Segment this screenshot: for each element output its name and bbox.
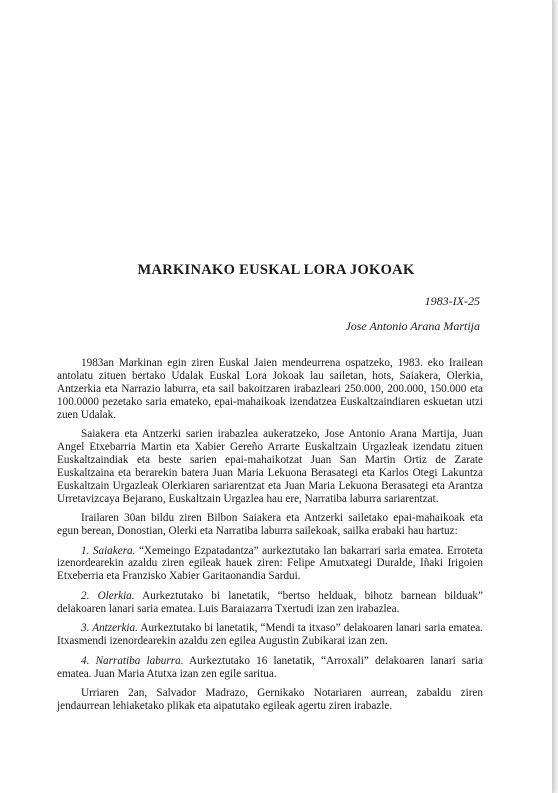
item-text: Aurkeztutako bi lanetatik, “Mendi ta itxaso” delakoaren lanari saria ematea. Itxasmendi izenordearekin azaldu zen egilea Augustin Zubikarai izan zen. (57, 622, 483, 648)
item-text: Aurkeztutako 16 lanetatik, “Arroxali” delakoaren lanari saria ematea. Juan Maria Atutxa izan zen egile saritua. (57, 654, 483, 680)
item-label: 1. Saiakera. (81, 544, 136, 557)
paragraph: Urriaren 2an, Salvador Madrazo, Gernikako Notariaren aurrean, zabaldu ziren jendaurrean lehiaketako plikak eta aipatutako egileak agertu ziren irabazle. (57, 687, 483, 712)
item-text: Aurkeztutako bi lanetatik, “bertso helduak, bihotz barnean bilduak” delakoaren lanari saria ematea. Luis Baraiazarra Txertudi izan zen irabazlea. (57, 589, 483, 615)
paragraph-olerkia (57, 590, 483, 616)
document-author: Jose Antonio Arana Martija (345, 319, 480, 333)
paragraph: Irailaren 30an bildu ziren Bilbon Saiakera eta Antzerki sailetako epai-mahaikoak eta egun berean, Donostian, Olerki eta Narratiba laburra sailekoak, sailka erabaki hau hartuz: (57, 512, 483, 538)
document-date: 1983-IX-25 (424, 294, 480, 308)
paragraph-narratiba (57, 655, 483, 681)
paragraph-saiakera (57, 545, 483, 584)
article-body (57, 357, 483, 720)
paragraph: 1983an Markinan egin ziren Euskal Jaien mendeurrena ospatzeko, 1983. eko Irailean antolatu zituen bertako Udalak Euskal Lora Jokoak lau sailetan, hots, Saiakera, Olerkia, Antzerkia eta Narrazio laburra, eta sail bakoitzaren irabazleari 250.000, 200.000, 150.000 eta 100.0000 pezetako saria emateko, epai-mahaikoak izendatzea Euskaltzaindiaren eskuetan utzi zuen Udalak. (57, 357, 483, 421)
paragraph: Saiakera eta Antzerki sarien irabazlea aukeratzeko, Jose Antonio Arana Martija, Juan Angel Etxebarria Martin eta Xabier Gereño Arrarte Euskaltzain Urgazleak izendatu zituen Euskaltzaindiak eta beste sarien epai-mahaikotzat Juan San Martin Ortiz de Zarate Euskaltzaina eta berarekin batera Juan Maria Lekuona Berasategi eta Karlos Otegi Lakuntza Euskaltzain Urgazleak Olerkiaren sariarentzat eta Juan Maria Lekuona Berasategi eta Arantza Urretavizcaya Bejarano, Euskaltzain Urgazlea hau ere, Narratiba laburra sariarentzat. (57, 428, 483, 505)
item-label: 4. Narratiba laburra. (81, 654, 184, 667)
item-text: “Xemeingo Ezpatadantza” aurkeztutako lan bakarrari saria ematea. Erroteta izenordearekin azaldu ziren egileak hauek ziren: Felipe Amutxategi Duralde, Iñaki Irigoien Etxeberria eta Franzisko Xabier Garitaonandia Sardui. (57, 544, 483, 583)
page-title: MARKINAKO EUSKAL LORA JOKOAK (137, 262, 415, 278)
paragraph-antzerkia (57, 622, 483, 648)
item-label: 2. Olerkia. (81, 589, 135, 602)
item-label: 3. Antzerkia. (81, 622, 138, 635)
